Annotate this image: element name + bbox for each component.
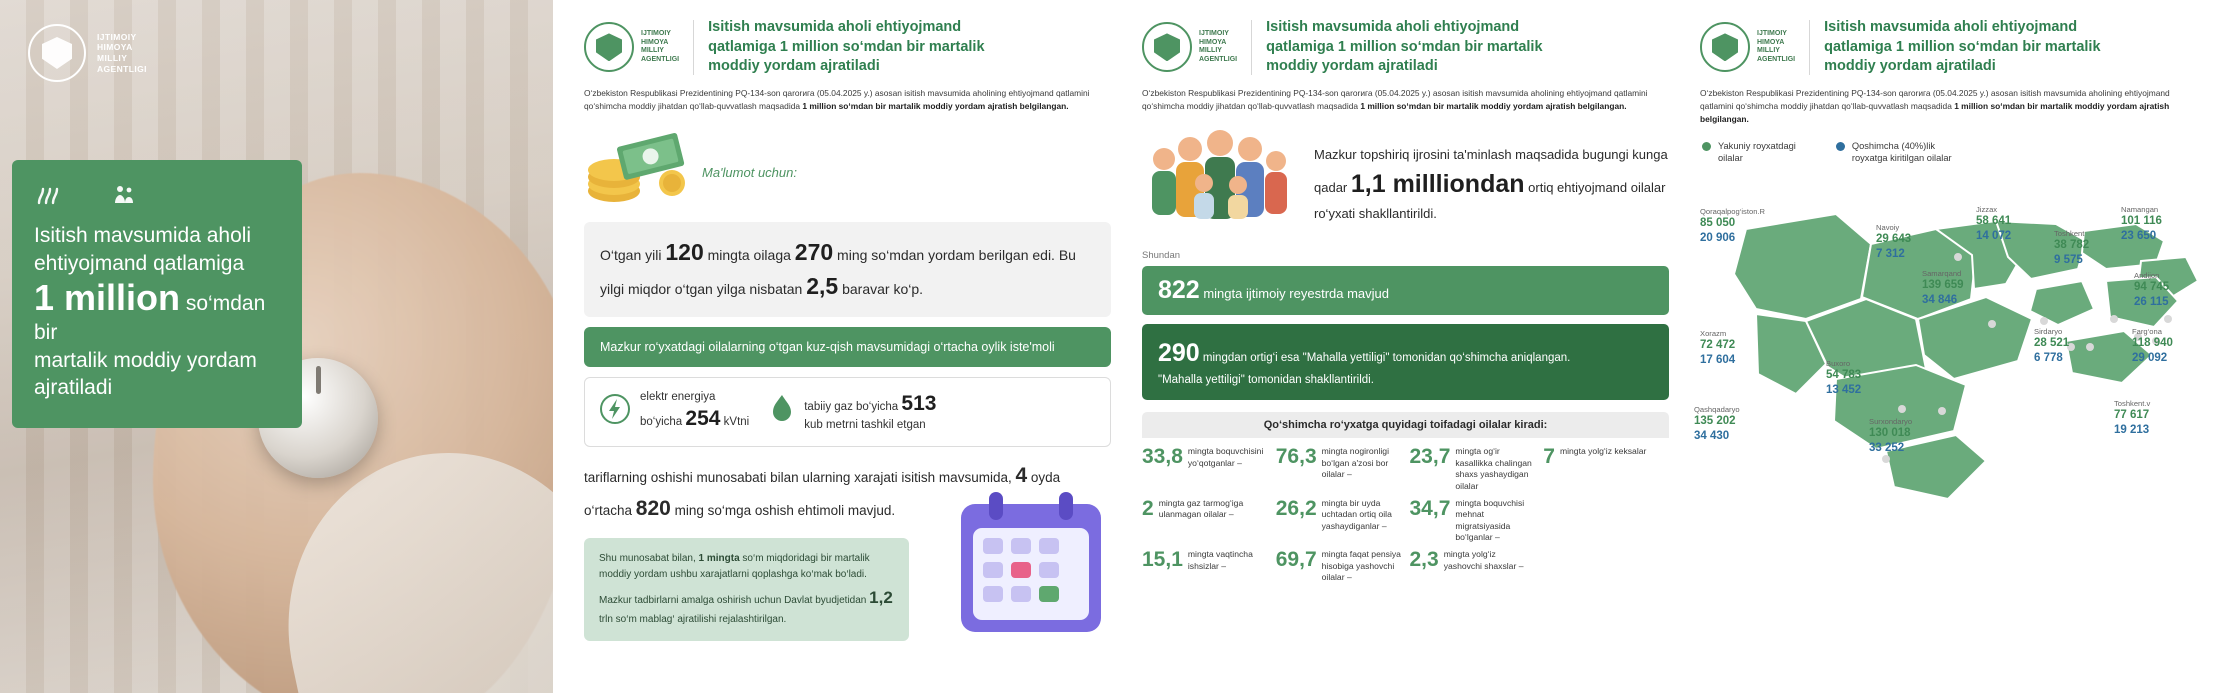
agency-name-line-3: MILLIY [641, 47, 664, 55]
gas-label [804, 390, 936, 434]
map-label-fargona [2132, 327, 2173, 365]
shield-emblem-icon [1700, 22, 1750, 72]
electricity-item [599, 390, 749, 434]
legend-label-extra [1852, 140, 1952, 165]
stat-label: mingta boquvchisini yo‘qotganlar – [1187, 446, 1264, 468]
stat-item-empty [1543, 549, 1669, 583]
intro-text: O‘zbekiston Respublikasi Prezidentining PQ-134-son qarorига (05.04.2025 y.) asosan isitish mavsumida aholining ehtiyojmand qatlamini qo‘shimcha moddiy jihatdan qo‘llab-quvvatlash maqsadida [1142, 87, 1648, 111]
region-name: Qoraqalpog‘iston.R [1700, 206, 1766, 216]
stat-number: 2,3 [1409, 548, 1439, 572]
note-text-2: so‘m miqdoridagi bir martalik moddiy yordam ushbu xarajatlarni qoplashga ko‘mak bo‘ladi. Mazkur tadbirlarni amalga oshirish uchun Davlat byudjetidan [599, 552, 870, 606]
mahalla-text-2: "Mahalla yettiligi" tomonidan shakllantirildi. [1158, 374, 1374, 387]
agency-name-line-4: AGENTLIGI [1757, 56, 1796, 64]
region-extra: 19 213 [2114, 423, 2150, 436]
prev-year-families: 120 [665, 238, 704, 265]
region-final: 58 641 [1976, 215, 2012, 228]
page-title-line-3: moddiy yordam ajratiladi [1824, 58, 1996, 75]
gas-value: 513 [901, 391, 937, 415]
map-label-qashqadaryo [1694, 405, 1740, 443]
legend-extra-line-2: royxatga kiritilgan oilalar [1851, 153, 1952, 164]
map-label-toshkent [2054, 229, 2089, 267]
social-registry-text: mingta ijtimoiy reyestrda mavjud [1199, 285, 1390, 301]
region-final: 85 050 [1700, 217, 1736, 230]
agency-logo-small [1700, 22, 1795, 72]
stat-item [1142, 498, 1268, 543]
region-extra: 14 072 [1976, 229, 2012, 242]
region-name: Buxoro [1826, 358, 1851, 368]
shield-emblem-icon [28, 24, 86, 82]
stat-item [1543, 446, 1669, 491]
shield-emblem-icon [1142, 22, 1192, 72]
stat-item [1410, 498, 1536, 543]
agency-name-line-3: MILLIY [1757, 47, 1780, 55]
region-final: 135 202 [1694, 415, 1736, 428]
stat-number: 2 [1142, 496, 1154, 520]
shundan-label: Shundan [1142, 249, 1181, 261]
electricity-label-pre: elektr energiya [640, 390, 716, 403]
panel-map [1686, 0, 2219, 693]
region-extra: 29 092 [2132, 351, 2168, 364]
region-final: 54 783 [1826, 369, 1862, 382]
region-extra: 34 846 [1922, 293, 1958, 306]
gas-label-pre: tabiiy gaz bo‘yicha [804, 400, 899, 413]
agency-name [97, 32, 147, 75]
agency-name-line-1: IJTIMOIY [97, 31, 137, 42]
region-extra: 26 115 [2134, 295, 2169, 308]
agency-name-line-4: AGENTLIGI [97, 63, 147, 74]
header-divider [1809, 20, 1810, 75]
header-divider [1251, 20, 1252, 75]
region-name: Xorazm [1700, 328, 1727, 338]
region-name: Toshkent [2054, 228, 2085, 238]
stat-item [1142, 446, 1268, 491]
panel2-header [570, 18, 1125, 77]
gas-flame-icon [769, 393, 795, 431]
map-label-karakalpakstan [1700, 207, 1765, 245]
family-group-icon [1142, 119, 1302, 244]
region-final: 94 745 [2134, 281, 2170, 294]
headline-line-1: Isitish mavsumida aholi [34, 224, 252, 247]
region-extra: 20 906 [1700, 231, 1736, 244]
stat-item-empty [1543, 498, 1669, 543]
region-name: Samarqand [1922, 268, 1962, 278]
region-extra: 34 430 [1694, 429, 1730, 442]
stat-label: mingta og‘ir kasallikka chalingan shaxs yashaydigan oilalar [1455, 446, 1532, 491]
stat-number: 26,2 [1275, 496, 1317, 520]
agency-name-line-3: MILLIY [97, 53, 128, 63]
map-label-navoiy [1876, 223, 1911, 261]
tariff-text-1: tariflarning oshishi munosabati bilan ularning xarajati isitish mavsumida, [584, 469, 1016, 485]
stat-item [1276, 498, 1402, 543]
headline-amount: 1 million [34, 277, 181, 319]
map-label-samarqand [1922, 269, 1964, 307]
families-text [1314, 119, 1669, 224]
panel-details [570, 0, 1125, 693]
map-label-toshkent-viloyati [2114, 399, 2150, 437]
note-text-3: trln so‘m mablag‘ ajratilishi rejalashtirilgan. [599, 613, 787, 625]
prev-year-text-1: O‘tgan yili [600, 246, 666, 263]
map-label-sirdaryo [2034, 327, 2069, 365]
region-name: Farg‘ona [2132, 326, 2162, 336]
shield-emblem-icon [584, 22, 634, 72]
electricity-icon [599, 393, 631, 431]
page-title-line-3: moddiy yordam ajratiladi [708, 58, 880, 75]
stat-item [1142, 549, 1268, 583]
agency-logo-small [584, 22, 679, 72]
region-name: Qashqadaryo [1694, 404, 1740, 414]
headline-line-3: so‘mdan bir [34, 292, 266, 344]
stat-number: 34,7 [1409, 496, 1451, 520]
agency-name-small [641, 30, 679, 65]
stat-item [1410, 446, 1536, 491]
page-title [708, 18, 984, 77]
stat-item [1410, 549, 1536, 583]
mahalla-band [1142, 324, 1669, 401]
agency-name-small [1199, 30, 1237, 65]
stat-label: mingta faqat pensiya hisobiga yashovchi oilalar – [1321, 549, 1401, 582]
region-extra: 9 575 [2054, 253, 2083, 266]
previous-year-box [584, 222, 1111, 317]
electricity-label-post: bo‘yicha [640, 416, 683, 429]
families-summary [1128, 113, 1683, 244]
cash-coins-icon [584, 129, 692, 214]
map-label-jizzax [1976, 205, 2011, 243]
budget-note-box [584, 538, 909, 642]
region-name: Sirdaryo [2034, 326, 2063, 336]
region-extra: 7 312 [1876, 247, 1905, 260]
heat-waves-icon [34, 182, 60, 208]
intro-bold: 1 million so‘mdan bir martalik moddiy yordam ajratish belgilangan. [802, 100, 1069, 111]
agency-name-line-2: HIMOYA [1757, 38, 1785, 46]
mahalla-text-1: mingdan ortig‘i esa "Mahalla yettiligi" tomonidan qo‘shimcha aniqlangan. [1199, 351, 1571, 364]
region-extra: 33 252 [1869, 441, 1905, 454]
agency-name-line-1: IJTIMOIY [1757, 29, 1787, 37]
legend-dot-blue [1836, 142, 1845, 151]
region-name: Surxondaryo [1869, 416, 1913, 426]
page-title-line-1: Isitish mavsumida aholi ehtiyojmand [1824, 19, 2078, 35]
stat-label: mingta boquvchisi mehnat migratsiyasida bo‘lganlar – [1455, 497, 1525, 542]
electricity-value: 254 [685, 407, 721, 431]
intro-paragraph [570, 77, 1125, 113]
electricity-label [640, 390, 749, 434]
region-final: 28 521 [2034, 337, 2070, 350]
legend-dot-green [1702, 142, 1711, 151]
region-final: 77 617 [2114, 409, 2150, 422]
headline-line-4: martalik moddiy yordam [34, 348, 257, 372]
region-final: 72 472 [1700, 339, 1736, 352]
page-title-line-1: Isitish mavsumida aholi ehtiyojmand [1266, 19, 1520, 35]
stat-label: mingta nogironligi bo‘lgan a'zosi bor oilalar – [1321, 446, 1389, 480]
stat-label: mingta gaz tarmog‘iga ulanmagan oilalar – [1158, 497, 1244, 520]
headline-line-5: ajratiladi [34, 376, 113, 400]
stat-number: 7 [1543, 445, 1555, 469]
headline-card [12, 160, 302, 428]
map-label-andijon [2134, 271, 2169, 309]
stat-item [1276, 446, 1402, 491]
region-name: Namangan [2121, 204, 2159, 214]
mahalla-number: 290 [1158, 338, 1200, 367]
stat-label: mingta bir uyda uchtadan ortiq oila yashaydiganlar – [1321, 497, 1392, 531]
map-label-namangan [2121, 205, 2162, 243]
categories-grid [1142, 438, 1669, 583]
note-amount: 1 mingta [698, 552, 740, 564]
intro-bold: 1 million so‘mdan bir martalik moddiy yordam ajratish belgilangan. [1360, 100, 1627, 111]
tariff-text-3: ming so‘mga oshish ehtimoli mavjud. [670, 503, 896, 519]
agency-name-line-2: HIMOYA [1199, 38, 1227, 46]
stat-label: mingta yolg‘iz yashovchi shaxslar – [1443, 549, 1524, 571]
malumot-row [584, 129, 1111, 214]
region-final: 118 940 [2132, 337, 2173, 350]
agency-name-line-2: HIMOYA [641, 38, 669, 46]
gas-label-post: kub metrni tashkil etgan [804, 419, 926, 432]
agency-name-line-1: IJTIMOIY [1199, 29, 1229, 37]
utilities-box [584, 377, 1111, 447]
map-label-buxoro [1826, 359, 1861, 397]
intro-text: O‘zbekiston Respublikasi Prezidentining PQ-134-son qarorига (05.04.2025 y.) asosan isitish mavsumida aholining ehtiyojmand qatlamini qo‘shimcha moddiy jihatdan qo‘llab-quvvatlash maqsadida [1700, 87, 2170, 111]
family-house-icon [112, 182, 138, 208]
map-label-surxondaryo [1869, 417, 1912, 455]
families-text-2: ortiq ehtiyojmand oilalar ro‘yxati shakllantirildi. [1314, 179, 1666, 221]
agency-name-line-1: IJTIMOIY [641, 29, 671, 37]
page-title-line-1: Isitish mavsumida aholi ehtiyojmand [708, 19, 962, 35]
malumot-label: Ma'lumot uchun: [702, 164, 797, 180]
uzbekistan-map [1686, 169, 2219, 599]
legend-extra-line-1: Qoshimcha (40%)lik [1851, 140, 1936, 151]
agency-name-line-3: MILLIY [1199, 47, 1222, 55]
map-label-xorazm [1700, 329, 1735, 367]
page-title-line-2: qatlamiga 1 million so‘mdan bir martalik [1266, 38, 1543, 55]
region-name: Toshkent.v [2114, 398, 2151, 408]
panel4-header [1686, 18, 2219, 77]
panel3-header [1128, 18, 1683, 77]
region-extra: 6 778 [2034, 351, 2063, 364]
prev-year-amount: 270 [794, 238, 834, 265]
stat-item [1276, 549, 1402, 583]
prev-year-text-4: baravar ko‘p. [838, 281, 924, 298]
intro-text: O‘zbekiston Respublikasi Prezidentining PQ-134-son qarorига (05.04.2025 y.) asosan isitish mavsumida aholining ehtiyojmand qatlamini qo‘shimcha moddiy jihatdan qo‘llab-quvvatlash maqsadida [584, 87, 1090, 111]
region-final: 130 018 [1869, 427, 1911, 440]
families-total: 1,1 millliondan [1350, 169, 1525, 198]
intro-paragraph [1128, 77, 1683, 113]
electricity-unit: kVtni [723, 416, 750, 429]
agency-name-small [1757, 30, 1795, 65]
legend-label-final [1718, 140, 1796, 165]
stat-number: 15,1 [1142, 548, 1183, 572]
stat-number: 69,7 [1275, 548, 1317, 572]
stat-number: 33,8 [1142, 445, 1183, 469]
region-sirdaryo [2030, 281, 2094, 325]
headline-card-icons [34, 182, 280, 208]
region-final: 101 116 [2121, 215, 2162, 228]
region-final: 139 659 [1922, 279, 1964, 292]
calendar-icon [945, 484, 1117, 649]
increase-multiplier: 2,5 [806, 273, 839, 300]
headline-line-2: ehtiyojmand qatlamiga [34, 251, 245, 275]
page-title-line-2: qatlamiga 1 million so‘mdan bir martalik [708, 38, 985, 55]
region-name: Navoiy [1876, 222, 1900, 232]
prev-year-text-3: ming so‘mdan yordam berilgan edi. Bu yilgi miqdor o‘tgan yilga nisbatan [600, 246, 1076, 298]
tariff-text-2: oyda o‘rtacha [584, 469, 1061, 519]
legend-item-final [1702, 140, 1796, 165]
social-registry-number: 822 [1158, 275, 1200, 304]
social-registry-band [1142, 266, 1669, 315]
stat-number: 23,7 [1409, 445, 1451, 469]
agency-logo [28, 24, 147, 82]
region-final: 38 782 [2054, 239, 2090, 252]
page-title-line-2: qatlamiga 1 million so‘mdan bir martalik [1824, 38, 2101, 55]
legend-item-extra [1836, 140, 1952, 165]
region-extra: 13 452 [1826, 383, 1862, 396]
intro-bold: 1 million so‘mdan bir martalik moddiy yordam ajratish belgilangan. [1700, 100, 2170, 124]
page-title [1824, 18, 2100, 77]
budget-amount: 1,2 [869, 587, 893, 607]
region-name: Jizzax [1976, 204, 1998, 214]
region-name: Andijon [2134, 270, 2160, 280]
legend-final-line-2: oilalar [1718, 153, 1743, 164]
prev-year-text-2: mingta oilaga [703, 246, 795, 263]
page-title-line-3: moddiy yordam ajratiladi [1266, 58, 1438, 75]
legend-final-line-1: Yakuniy royxatdagi [1718, 140, 1796, 151]
region-extra: 17 604 [1700, 353, 1736, 366]
page-title [1266, 18, 1542, 77]
intro-paragraph [1686, 77, 2219, 126]
stat-label: mingta yolg‘iz keksalar [1559, 446, 1647, 457]
region-final: 29 643 [1876, 233, 1912, 246]
agency-name-line-2: HIMOYA [97, 42, 133, 53]
tariff-increase: 820 [635, 497, 671, 521]
photo-panel [0, 0, 553, 693]
map-legend [1686, 126, 2219, 165]
stat-label: mingta vaqtincha ishsizlar – [1187, 549, 1253, 571]
agency-logo-small [1142, 22, 1237, 72]
header-divider [693, 20, 694, 75]
stat-number: 76,3 [1275, 445, 1317, 469]
consumption-strip: Mazkur ro‘yxatdagi oilalarning o‘tgan kuz-qish mavsumidagi o‘rtacha oylik iste'moli [584, 327, 1111, 367]
note-text-1: Shu munosabat bilan, [599, 552, 699, 564]
agency-name-line-4: AGENTLIGI [1199, 56, 1238, 64]
panel-statistics [1128, 0, 1683, 693]
panel2-body [570, 129, 1125, 642]
families-text-1: Mazkur topshiriq ijrosini ta'minlash maqsadida bugungi kunga qadar [1314, 146, 1668, 195]
categories-title: Qo‘shimcha ro‘yxatga quyidagi toifadagi oilalar kiradi: [1142, 412, 1669, 438]
region-extra: 23 650 [2121, 229, 2157, 242]
agency-name-line-4: AGENTLIGI [641, 56, 680, 64]
tariff-months: 4 [1015, 463, 1028, 487]
gas-item [769, 390, 936, 434]
